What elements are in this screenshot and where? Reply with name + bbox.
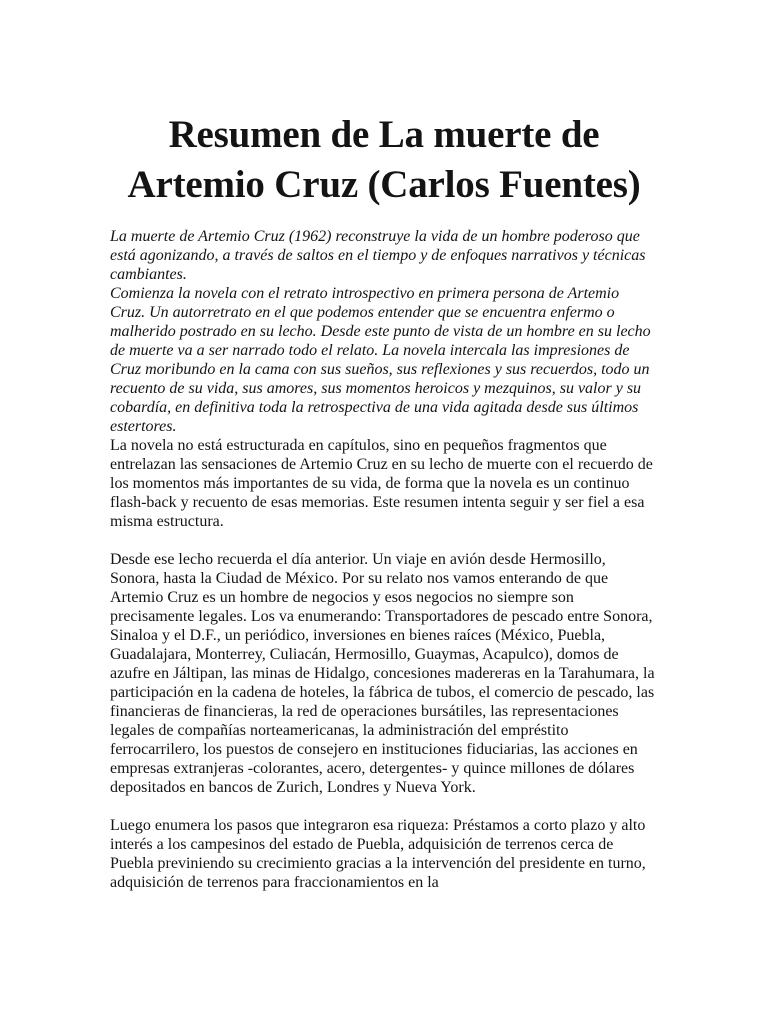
document-title — [70, 110, 698, 210]
paragraph-business: Desde ese lecho recuerda el día anterior. Un viaje en avión desde Hermosillo, Sonora, hasta la Ciudad de México. Por su relato nos vamos enterando de que Artemio Cruz es un hombre de negocios y esos negocios no siempre son precisamente legales. Los va enumerando: Transportadores de pescado entre Sonora, Sinaloa y el D.F., un periódico, inversiones en bienes raíces (México, Puebla, Guadalajara, Monterrey, Culiacán, Hermosillo, Guaymas, Acapulco), domos de azufre en Jáltipan, las minas de Hidalgo, concesiones madereras en la Tarahumara, la participación en la cadena de hoteles, la fábrica de tubos, el comercio de pescado, las financieras de financieras, la red de operaciones bursátiles, las representaciones legales de compañías norteamericanas, la administración del empréstito ferrocarrilero, los puestos de consejero en instituciones fiduciarias, las acciones en empresas extranjeras -colorantes, acero, detergentes- y quince millones de dólares depositados en bancos de Zurich, Londres y Nueva York. — [110, 551, 655, 796]
document-body — [110, 227, 658, 892]
paragraph-wealth: Luego enumera los pasos que integraron esa riqueza: Préstamos a corto plazo y alto interés a los campesinos del estado de Puebla, adquisición de terrenos cerca de Puebla previniendo su crecimiento gracias a la intervención del presidente en turno, adquisición de terrenos para fraccionamientos en la — [110, 817, 646, 891]
title-line-2: Artemio Cruz (Carlos Fuentes) — [127, 163, 641, 206]
title-line-1: Resumen de La muerte de — [168, 113, 600, 156]
paragraph-intro: La muerte de Artemio Cruz (1962) reconstruye la vida de un hombre poderoso que está agonizando, a través de saltos en el tiempo y de enfoques narrativos y técnicas cambiantes. — [110, 228, 646, 283]
paragraph-portrait: Comienza la novela con el retrato introspectivo en primera persona de Artemio Cruz. Un autorretrato en el que podemos entender que se encuentra enfermo o malherido postrado en su lecho. Desde este punto de vista de un hombre en su lecho de muerte va a ser narrado todo el relato. La novela intercala las impresiones de Cruz moribundo en la cama con sus sueños, sus reflexiones y sus recuerdos, todo un recuento de su vida, sus amores, sus momentos heroicos y mezquinos, su valor y su cobardía, en definitiva toda la retrospectiva de una vida agitada desde sus últimos estertores. — [110, 285, 651, 435]
paragraph-structure: La novela no está estructurada en capítulos, sino en pequeños fragmentos que entrelazan las sensaciones de Artemio Cruz en su lecho de muerte con el recuerdo de los momentos más importantes de su vida, de forma que la novela es un continuo flash-back y recuento de esas memorias. Este resumen intenta seguir y ser fiel a esa misma estructura. — [110, 437, 653, 530]
